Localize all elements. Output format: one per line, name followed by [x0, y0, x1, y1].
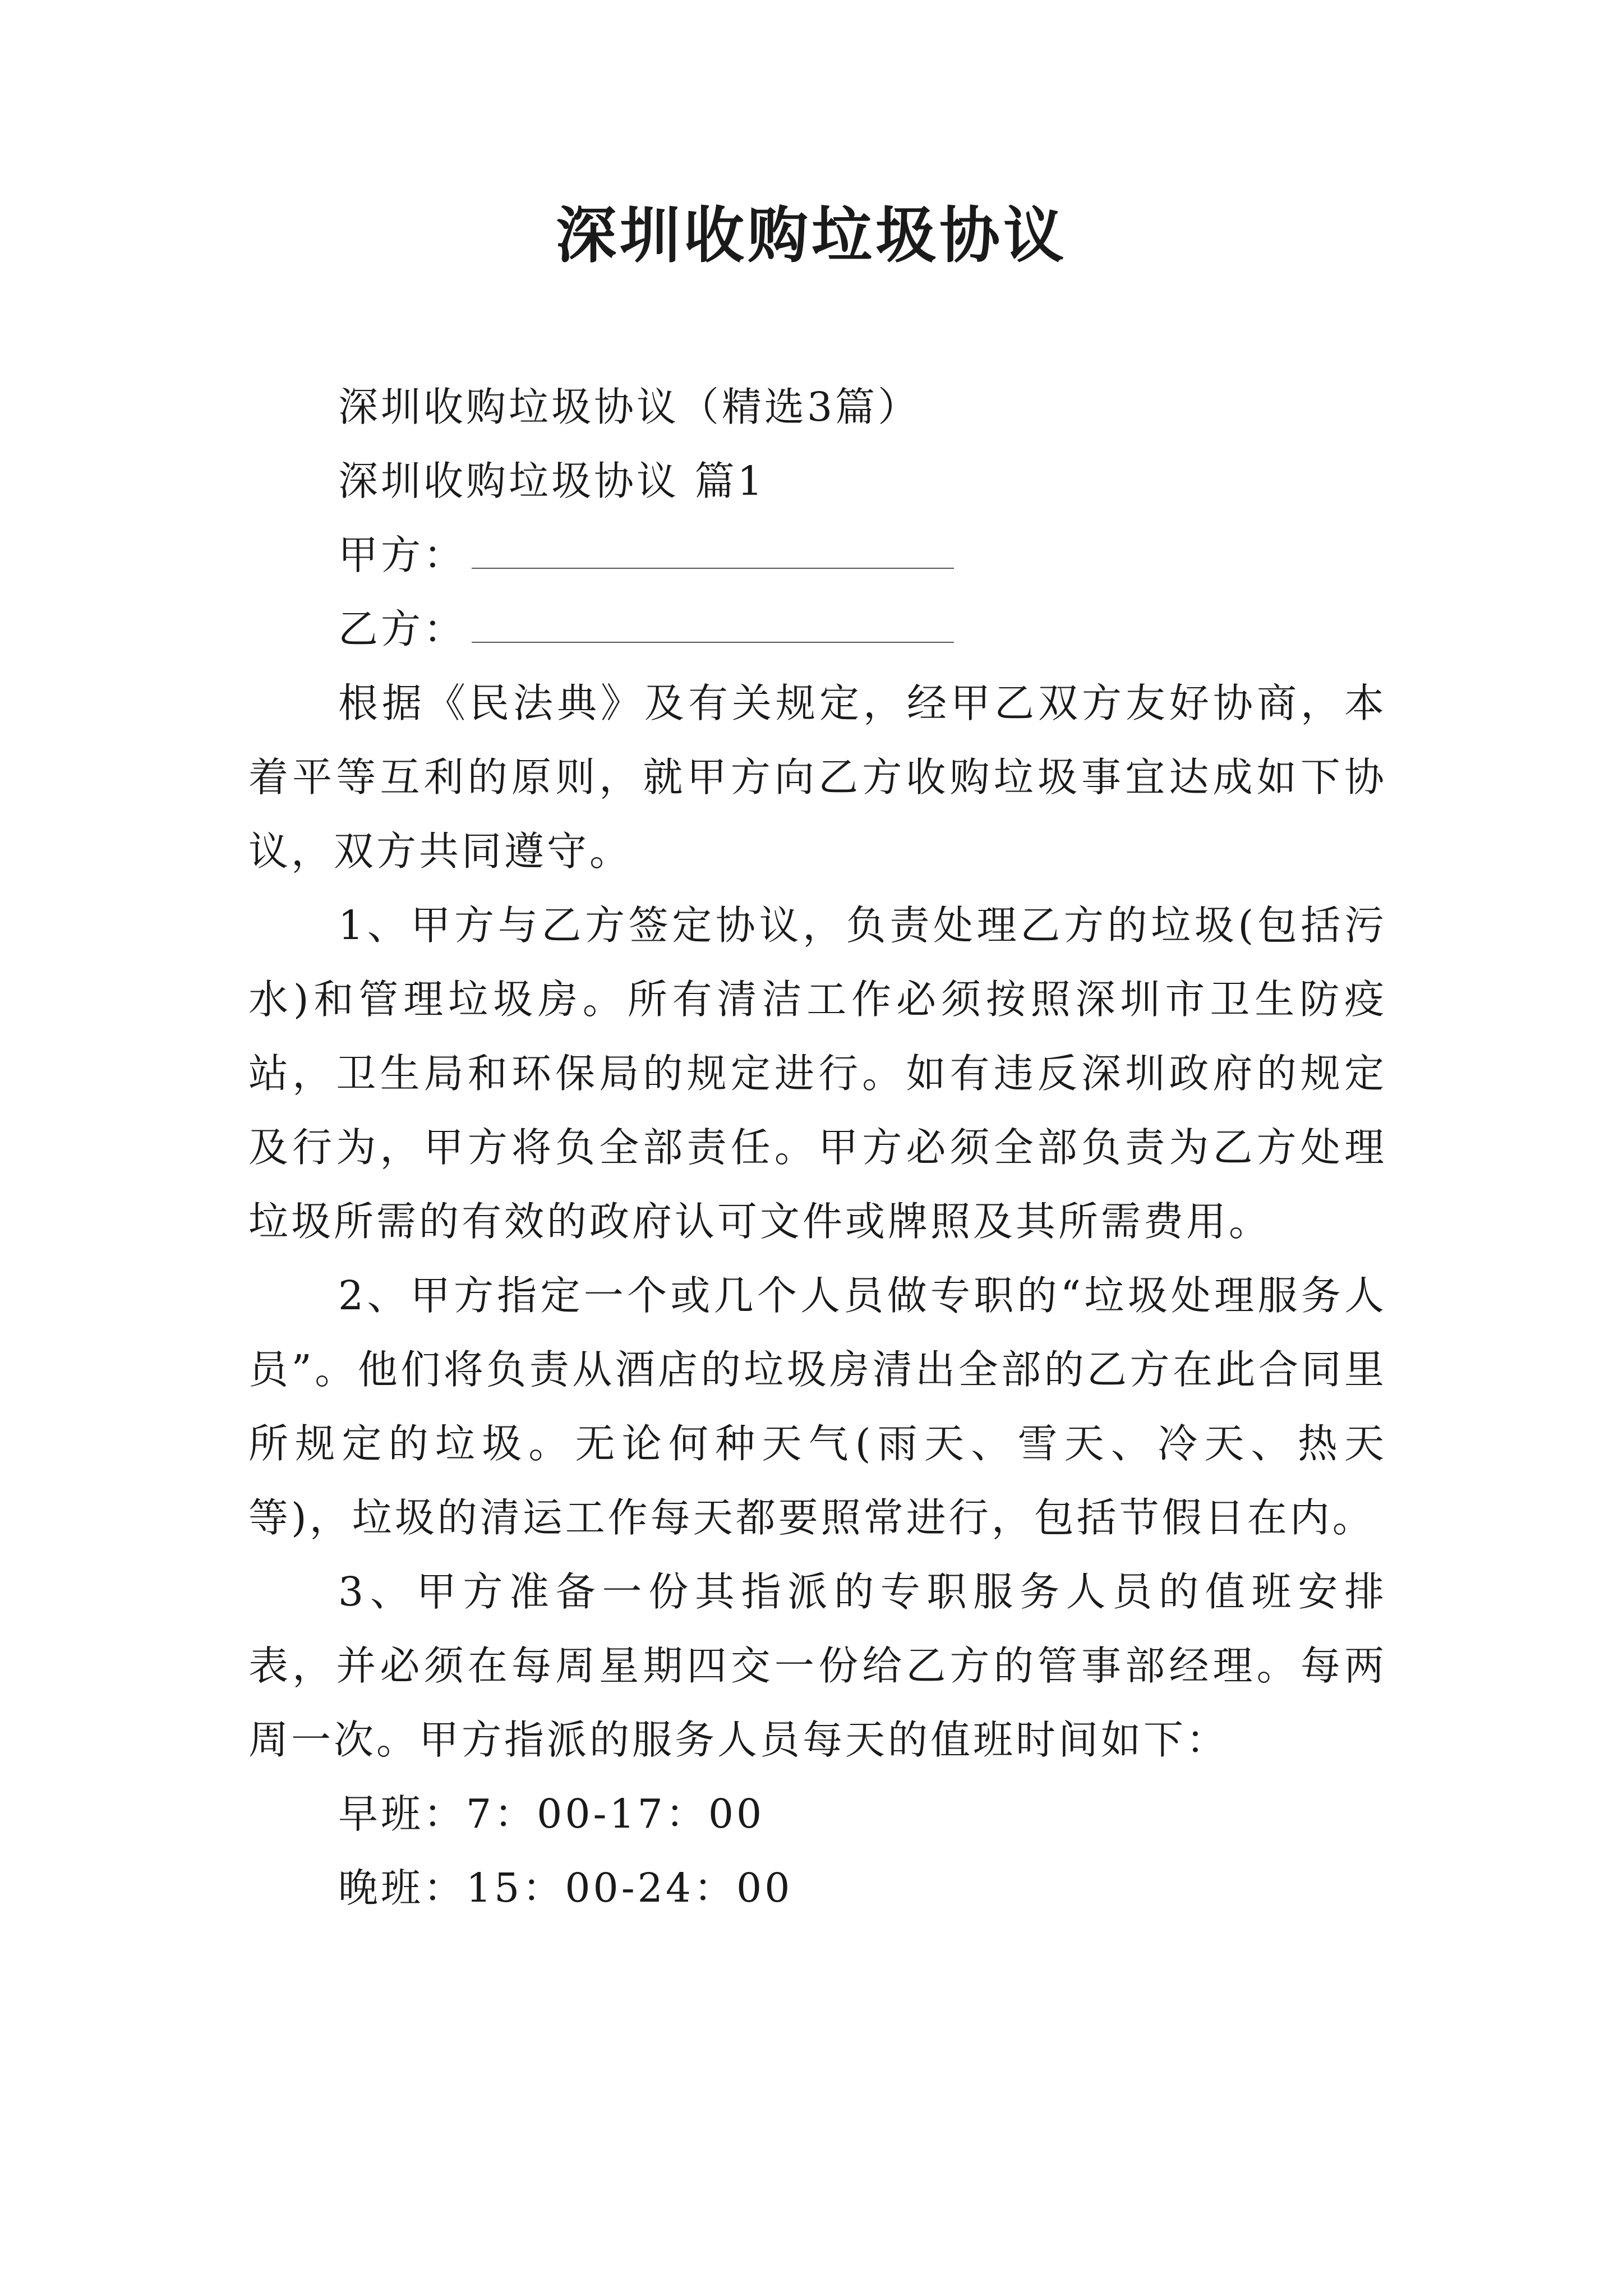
- subtitle: 深圳收购垃圾协议（精选3篇）: [338, 384, 921, 430]
- party-b-line: [248, 592, 1387, 666]
- section-heading: 深圳收购垃圾协议 篇1: [338, 458, 766, 504]
- clause-1: 1、甲方与乙方签定协议，负责处理乙方的垃圾(包括污水)和管理垃圾房。所有清洁工作必须按照深圳市卫生防疫站，卫生局和环保局的规定进行。如有违反深圳政府的规定及行为，甲方将负全部责任。甲方必须全部负责为乙方处理垃圾所需的有效的政府认可文件或牌照及其所需费用。: [248, 902, 1387, 1245]
- party-a-blank: [472, 534, 954, 569]
- party-a-line: [248, 518, 1387, 592]
- shift-morning: 早班：7：00-17：00: [338, 1791, 765, 1837]
- party-b-blank: [472, 608, 954, 643]
- party-b-label: 乙方：: [338, 606, 467, 652]
- clause-2: 2、甲方指定一个或几个人员做专职的“垃圾处理服务人员”。他们将负责从酒店的垃圾房清出全部的乙方在此合同里所规定的垃圾。无论何种天气(雨天、雪天、冷天、热天等)，垃圾的清运工作每天都要照常进行，包括节假日在内。: [248, 1272, 1387, 1541]
- intro-paragraph: 根据《民法典》及有关规定，经甲乙双方友好协商，本着平等互利的原则，就甲方向乙方收购垃圾事宜达成如下协议，双方共同遵守。: [248, 680, 1387, 875]
- clause-3: 3、甲方准备一份其指派的专职服务人员的值班安排表，并必须在每周星期四交一份给乙方的管事部经理。每两周一次。甲方指派的服务人员每天的值班时间如下：: [248, 1568, 1387, 1763]
- document-title: 深圳收购垃圾协议: [555, 200, 1067, 271]
- document-body: [248, 370, 1387, 1925]
- party-a-label: 甲方：: [338, 532, 467, 578]
- shift-evening: 晚班：15：00-24：00: [338, 1865, 793, 1911]
